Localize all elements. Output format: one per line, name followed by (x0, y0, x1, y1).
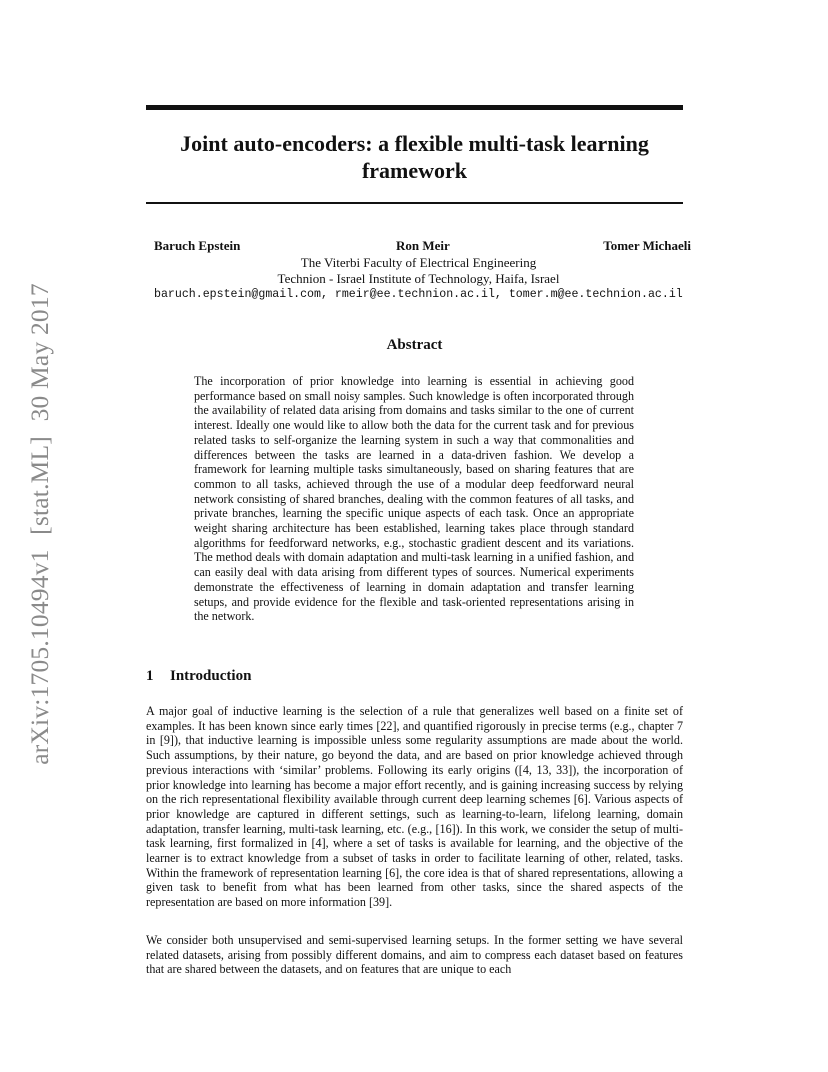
author-emails: baruch.epstein@gmail.com, rmeir@ee.technion.ac.il, tomer.m@ee.technion.ac.il (154, 288, 683, 301)
intro-paragraph: We consider both unsupervised and semi-supervised learning setups. In the former setting we have several related datasets, arising from possibly different domains, and aim to compress each dataset based on features that are shared between the datasets, and on features that are unique to each (146, 933, 683, 977)
author-block (146, 238, 691, 303)
affiliation-faculty: The Viterbi Faculty of Electrical Engineering (300, 255, 537, 270)
abstract-heading: Abstract (386, 337, 443, 353)
arxiv-category: [stat.ML] (25, 436, 54, 535)
title-top-rule (146, 105, 683, 110)
abstract-text: The incorporation of prior knowledge into learning is essential in achieving good performance based on small noisy samples. Such knowledge is often incorporated through the availability of related data arising from domains and tasks similar to the one of current interest. Ideally one would like to allow both the data for the current task and for previous related tasks to self-organize the learning system in such a way that commonalities and differences between the tasks are learned in a data-driven fashion. We develop a framework for learning multiple tasks simultaneously, based on sharing features that are common to all tasks, achieved through the use of a modular deep feedforward neural network consisting of shared branches, dealing with the common features of all tasks, and private branches, learning the specific unique aspects of each task. Once an appropriate weight sharing architecture has been established, learning takes place through standard algorithms for feedforward networks, e.g., stochastic gradient descent and its variations. The method deals with domain adaptation and multi-task learning in a unified fashion, and can easily deal with data arising from different types of sources. Numerical experiments demonstrate the effectiveness of learning in domain adaptation and transfer learning setups, and provide evidence for the flexible and task-oriented representations arising in the network. (194, 374, 634, 624)
arxiv-date: 30 May 2017 (25, 283, 54, 422)
intro-paragraph: A major goal of inductive learning is the selection of a rule that generalizes well based on a finite set of examples. It has been known since early times [22], and quantified rigorously in precise terms (e.g., chapter 7 in [9]), that inductive learning is impossible unless some regularity assumptions are made about the world. Such assumptions, by their nature, go beyond the data, and are based on prior knowledge achieved through previous interactions with ‘similar’ problems. Following its early origins ([4, 13, 33]), the incorporation of prior knowledge into learning has become a major effort recently, and is gaining increasing success by relying on the rich representational flexibility available through current deep learning schemes [6]. Various aspects of prior knowledge are captured in different settings, such as learning-to-learn, lifelong learning, domain adaptation, transfer learning, multi-task learning, etc. (e.g., [16]). In this work, we consider the setup of multi-task learning, first formalized in [4], where a set of tasks is available for learning, and the objective of the learner is to extract knowledge from a subset of tasks in order to facilitate learning of other, related, tasks. Within the framework of representation learning [6], the core idea is that of shared representations, allowing a given task to benefit from what has been learned from other tasks, since the shared aspects of the representation are based on more information [39]. (146, 704, 683, 910)
author-name: Baruch Epstein (154, 238, 241, 253)
affiliation-institute: Technion - Israel Institute of Technology, Haifa, Israel (277, 271, 560, 286)
author-name: Ron Meir (396, 238, 450, 253)
paper-title: Joint auto-encoders: a flexible multi-task learning framework (180, 131, 649, 183)
title-bottom-rule (146, 202, 683, 204)
section-title: Introduction (170, 668, 252, 684)
section-heading-introduction (146, 668, 683, 685)
arxiv-id: arXiv:1705.10494v1 (25, 549, 54, 765)
arxiv-identifier-stamp (25, 279, 55, 769)
author-names (146, 238, 691, 255)
section-number: 1 (146, 668, 154, 684)
author-name: Tomer Michaeli (603, 238, 691, 253)
